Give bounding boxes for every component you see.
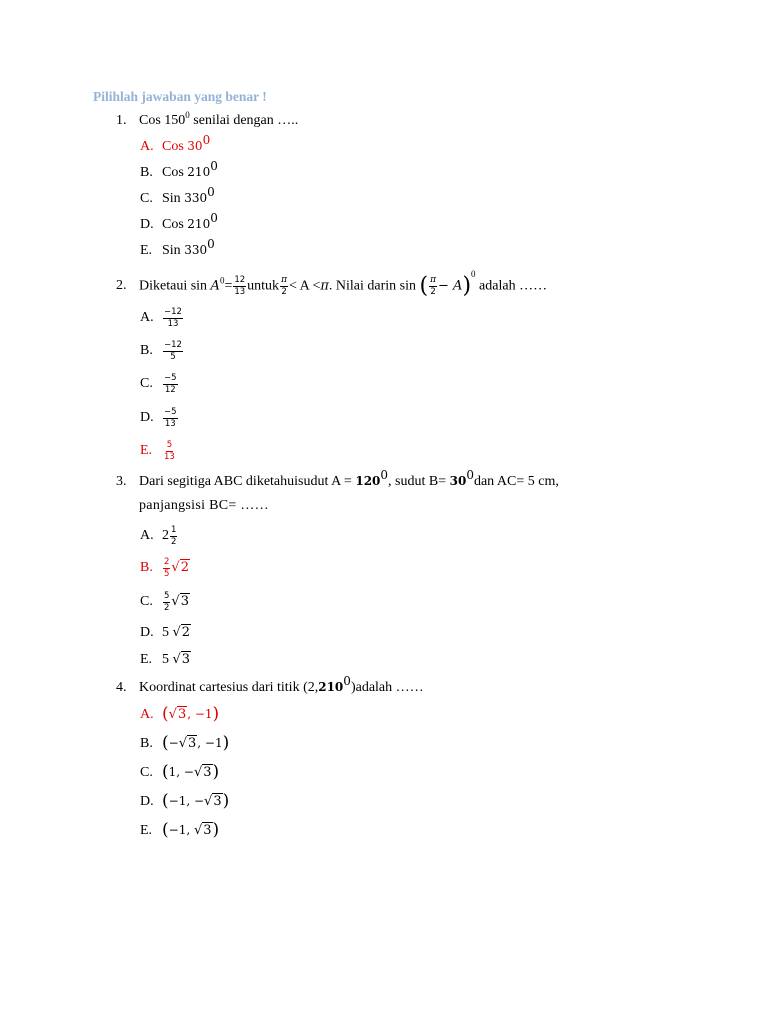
left-paren: ( <box>162 762 169 782</box>
denominator: 2 <box>164 602 170 613</box>
numerator: −5 <box>164 407 177 417</box>
question-text: , sudut B= <box>388 474 450 489</box>
coord-post: , −1 <box>197 736 223 750</box>
question-text: < A < <box>288 278 321 294</box>
option-letter: C. <box>140 191 153 206</box>
angle-value: 210 <box>318 680 344 694</box>
degree-sup: 0 <box>471 269 476 280</box>
option-letter: C. <box>140 594 153 610</box>
degree-sup: 0 <box>202 133 211 147</box>
option-fn: Sin <box>162 191 185 206</box>
denominator: 13 <box>164 451 175 462</box>
square-root: √3 <box>178 736 197 751</box>
fraction <box>163 408 178 428</box>
fraction <box>233 276 246 296</box>
option-1a <box>140 133 211 156</box>
radicand: 2 <box>181 625 191 640</box>
question-number: 1. <box>116 113 127 128</box>
denominator: 2 <box>430 287 436 297</box>
fraction <box>163 592 170 612</box>
right-paren: ) <box>212 762 220 782</box>
coord-post: , −1 <box>187 707 213 721</box>
question-2 <box>116 269 548 299</box>
right-paren: ) <box>212 820 220 840</box>
option-letter: E. <box>140 443 153 459</box>
question-text: senilai dengan ….. <box>189 113 299 128</box>
coord-pre: −1, − <box>168 794 205 808</box>
question-3 <box>116 468 559 491</box>
option-letter: B. <box>140 165 153 180</box>
option-3e <box>140 651 191 669</box>
radicand: 3 <box>181 652 191 667</box>
option-3a <box>140 526 178 546</box>
denominator: 13 <box>167 318 179 329</box>
option-3b <box>140 558 190 578</box>
question-text: Diketaui sin <box>139 278 211 294</box>
question-text: untuk <box>247 278 280 294</box>
option-2d <box>140 408 179 428</box>
denominator: 12 <box>164 384 176 395</box>
question-number: 2. <box>116 278 127 294</box>
numerator: −12 <box>164 340 182 350</box>
option-letter: A. <box>140 528 154 544</box>
radicand: 3 <box>188 736 197 751</box>
square-root: √2 <box>171 560 189 576</box>
numerator: π <box>430 275 437 285</box>
variable-a: A <box>210 278 220 294</box>
option-letter: C. <box>140 765 153 780</box>
option-4c <box>140 763 219 782</box>
question-text: )adalah …… <box>350 680 424 695</box>
option-fn: Cos <box>162 139 188 154</box>
coord-pre: − <box>168 736 179 750</box>
right-paren: ) <box>222 733 230 753</box>
option-letter: E. <box>140 652 153 667</box>
option-fn: Cos <box>162 165 188 180</box>
left-paren: ( <box>162 704 169 724</box>
degree-sup: 0 <box>210 211 218 225</box>
option-letter: D. <box>140 794 154 809</box>
fraction <box>280 276 288 297</box>
question-number: 3. <box>116 474 127 489</box>
degree-sup: 0 <box>466 468 474 482</box>
numerator: 1 <box>171 525 177 535</box>
coord-pre: 1, − <box>168 765 194 779</box>
question-text: Koordinat cartesius dari titik (2, <box>139 680 319 695</box>
numerator: 2 <box>164 557 170 567</box>
option-letter: C. <box>140 376 153 392</box>
option-letter: E. <box>140 243 153 258</box>
option-whole: 5 <box>162 652 173 667</box>
square-root: √2 <box>172 625 191 640</box>
pi-symbol: π <box>320 278 329 294</box>
question-text: adalah …… <box>475 278 548 294</box>
option-letter: E. <box>140 823 153 838</box>
option-value: 210 <box>187 165 211 179</box>
degree-sup: 0 <box>210 159 218 173</box>
option-1d <box>140 211 218 234</box>
left-paren: ( <box>419 273 429 299</box>
numerator: −5 <box>164 373 177 383</box>
option-3c <box>140 592 190 612</box>
option-4b <box>140 734 229 753</box>
degree-sup: 0 <box>207 237 215 251</box>
question-text: dan AC= 5 cm, <box>473 474 559 489</box>
denominator: 13 <box>164 418 176 429</box>
option-fn: Cos <box>162 217 188 232</box>
radicand: 3 <box>180 594 189 610</box>
question-1 <box>116 112 298 130</box>
option-2b <box>140 341 184 361</box>
option-letter: A. <box>140 707 154 722</box>
option-1b <box>140 159 218 182</box>
right-paren: ) <box>222 791 230 811</box>
angle-b: 30 <box>449 474 467 488</box>
option-value: 330 <box>184 191 208 205</box>
degree-sup: 0 <box>185 110 190 120</box>
option-whole: 2 <box>162 528 169 544</box>
square-root: √3 <box>193 823 212 838</box>
degree-sup: 0 <box>380 468 389 482</box>
radicand: 3 <box>177 707 187 722</box>
right-paren: ) <box>212 704 220 724</box>
radicand: 2 <box>180 560 189 576</box>
fraction <box>429 276 437 297</box>
denominator: 2 <box>171 536 177 547</box>
numerator: 12 <box>234 275 246 286</box>
option-letter: D. <box>140 625 154 640</box>
fraction <box>163 308 183 328</box>
question-number: 4. <box>116 680 127 695</box>
option-letter: B. <box>140 560 153 576</box>
numerator: −12 <box>164 307 182 317</box>
option-2a <box>140 308 184 328</box>
option-letter: B. <box>140 343 153 359</box>
minus-a: − A <box>438 278 463 294</box>
option-value: 210 <box>187 217 211 231</box>
coord-pre: −1, <box>168 823 194 837</box>
fraction <box>163 441 176 461</box>
left-paren: ( <box>162 820 169 840</box>
option-1e <box>140 237 215 260</box>
option-letter: D. <box>140 217 154 232</box>
option-4a <box>140 705 219 724</box>
angle-a: 120 <box>355 474 381 488</box>
fraction <box>163 374 178 394</box>
degree-sup: 0 <box>343 674 351 688</box>
square-root: √3 <box>172 652 191 667</box>
question-text: Dari segitiga ABC diketahuisudut A = <box>139 474 356 489</box>
numerator: 5 <box>166 440 173 450</box>
option-3d <box>140 624 191 642</box>
option-4e <box>140 821 219 840</box>
option-4d <box>140 792 229 811</box>
option-2e <box>140 441 177 461</box>
square-root: √3 <box>171 594 189 610</box>
left-paren: ( <box>162 733 169 753</box>
instruction-title: Pilihlah jawaban yang benar ! <box>93 89 267 104</box>
denominator: 13 <box>234 286 246 297</box>
fraction <box>163 558 170 578</box>
fraction <box>170 526 177 546</box>
denominator: 5 <box>164 568 170 579</box>
numerator: π <box>281 275 287 285</box>
fraction <box>163 341 183 361</box>
question-3-line-2: panjangsisi BC= …… <box>139 498 269 513</box>
option-letter: D. <box>140 410 154 426</box>
question-text: Cos 150 <box>139 113 186 128</box>
equals-sign: = <box>224 278 233 294</box>
question-text: . Nilai darin sin <box>328 278 420 294</box>
degree-sup: 0 <box>207 185 215 199</box>
option-whole: 5 <box>162 625 173 640</box>
numerator: 5 <box>164 591 170 601</box>
right-paren: ) <box>462 273 472 299</box>
option-letter: A. <box>140 139 154 154</box>
option-letter: A. <box>140 310 154 326</box>
option-letter: B. <box>140 736 153 751</box>
square-root: √3 <box>204 794 222 809</box>
option-value: 30 <box>187 139 203 153</box>
radicand: 3 <box>213 794 222 809</box>
option-value: 330 <box>184 243 208 257</box>
square-root: √3 <box>193 765 212 780</box>
option-2c <box>140 374 179 394</box>
left-paren: ( <box>162 791 169 811</box>
denominator: 2 <box>281 287 287 297</box>
degree-sup: 0 <box>219 275 225 286</box>
square-root: √3 <box>168 707 187 722</box>
question-4 <box>116 674 424 697</box>
radicand: 3 <box>203 765 212 780</box>
option-fn: Sin <box>162 243 185 258</box>
option-1c <box>140 185 215 208</box>
radicand: 3 <box>203 823 212 838</box>
denominator: 5 <box>170 351 176 362</box>
